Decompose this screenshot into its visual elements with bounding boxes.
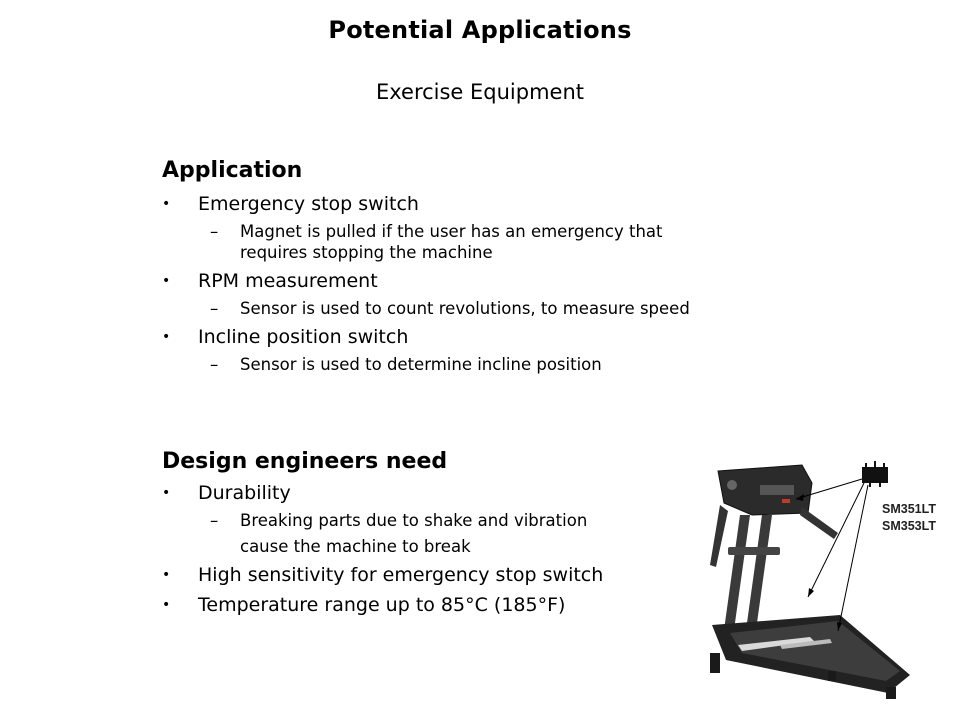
bullet-label: Temperature range up to 85°C (185°F): [198, 594, 566, 616]
part-label-sm353lt: SM353LT: [882, 519, 936, 533]
bullet-icon: •: [162, 567, 171, 583]
slide-subtitle: Exercise Equipment: [375, 80, 585, 104]
bullet-label: Durability: [198, 482, 291, 504]
sub-item-line: requires stopping the machine: [240, 243, 493, 262]
dash-icon: –: [210, 355, 219, 374]
treadmill-illustration: [690, 455, 955, 717]
needs-heading: Design engineers need: [162, 449, 448, 474]
sub-item-line: cause the machine to break: [240, 537, 471, 556]
sub-item-line: Sensor is used to count revolutions, to measure speed: [240, 299, 690, 318]
dash-icon: –: [210, 511, 219, 530]
bullet-icon: •: [162, 485, 171, 501]
application-heading: Application: [162, 158, 303, 183]
bullet-icon: •: [162, 273, 171, 289]
sub-item-line: Magnet is pulled if the user has an emergency that: [240, 222, 663, 241]
bullet-label: Incline position switch: [198, 326, 409, 348]
bullet-label: Emergency stop switch: [198, 193, 419, 215]
bullet-icon: •: [162, 329, 171, 345]
bullet-icon: •: [162, 597, 171, 613]
sensor-chip-icon: [862, 467, 888, 483]
bullet-label: RPM measurement: [198, 270, 378, 292]
dash-icon: –: [210, 299, 219, 318]
bullet-icon: •: [162, 196, 171, 212]
treadmill-figure: [690, 455, 955, 717]
dash-icon: –: [210, 222, 219, 241]
part-label-sm351lt: SM351LT: [882, 502, 936, 516]
bullet-label: High sensitivity for emergency stop switch: [198, 564, 604, 586]
slide-title: Potential Applications: [328, 16, 632, 44]
sub-item-line: Sensor is used to determine incline position: [240, 355, 602, 374]
sub-item-line: Breaking parts due to shake and vibration: [240, 511, 588, 530]
